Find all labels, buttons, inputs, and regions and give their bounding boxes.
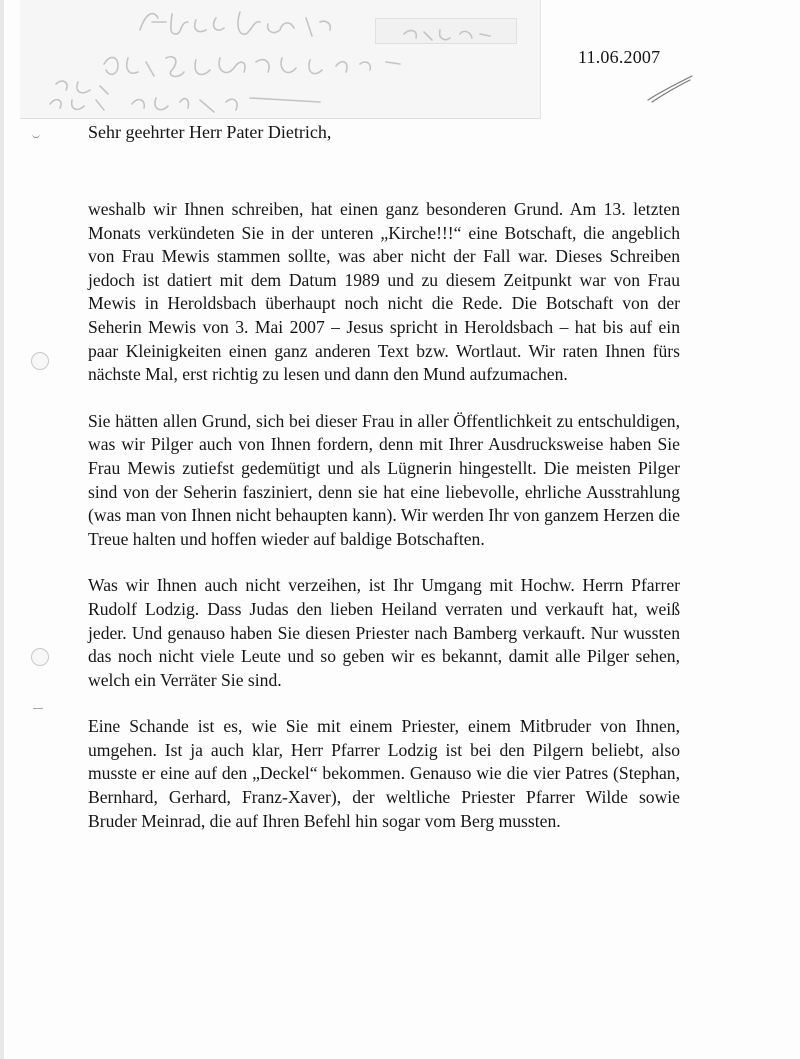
handwritten-sticky-note: [20, 0, 541, 119]
punch-hole: [31, 648, 49, 666]
margin-tick-mark: [32, 131, 40, 138]
date-pen-stroke: [646, 74, 694, 104]
scan-edge: [0, 0, 4, 1059]
letter-body: [88, 198, 680, 856]
letter-date: 11.06.2007: [578, 47, 661, 67]
paragraph: Eine Schande ist es, wie Sie mit einem Priester, einem Mitbruder von Ihnen, umgehen. Ist ja auch klar, Herr Pfarrer Lodzig ist bei den Pilgern beliebt, also musste er eine auf den „Deckel“ bekommen. Genauso wie die vier Patres (Stephan, Bernhard, Gerhard, Franz-Xaver), der weltliche Priester Pfarrer Wilde sowie Bruder Meinrad, die auf Ihren Befehl hin sogar vom Berg mussten.: [88, 716, 680, 831]
salutation: Sehr geehrter Herr Pater Dietrich,: [88, 122, 332, 142]
punch-hole: [31, 352, 49, 370]
margin-dash-mark: [33, 708, 43, 709]
handwriting-scribble: [20, 0, 540, 118]
paragraph: Sie hätten allen Grund, sich bei dieser Frau in aller Öffentlichkeit zu entschuldigen, was wir Pilger auch von Ihnen fordern, denn mit Ihrer Ausdrucksweise haben Sie Frau Mewis zutiefst gedemütigt und als Lügnerin hingestellt. Die meisten Pilger sind von der Seherin fasziniert, denn sie hat eine liebevolle, ehrliche Ausstrahlung (was man von Ihnen nicht behaupten kann). Wir werden Ihr von ganzem Herzen die Treue halten und hoffen wieder auf baldige Botschaften.: [88, 410, 680, 549]
paragraph: weshalb wir Ihnen schreiben, hat einen ganz besonderen Grund. Am 13. letzten Monats verkündeten Sie in der unteren „Kirche!!!“ eine Botschaft, die angeblich von Frau Mewis stammen sollte, was aber nicht der Fall war. Dieses Schreiben jedoch ist datiert mit dem Datum 1989 und zu diesem Zeitpunkt war von Frau Mewis in Heroldsbach überhaupt noch nicht die Rede. Die Botschaft von der Seherin Mewis von 3. Mai 2007 – Jesus spricht in Heroldsbach – hat bis auf ein paar Kleinigkeiten einen ganz anderen Text bzw. Wortlaut. Wir raten Ihnen fürs nächste Mal, erst richtig zu lesen und dann den Mund aufzumachen.: [88, 199, 680, 385]
paragraph: Was wir Ihnen auch nicht verzeihen, ist Ihr Umgang mit Hochw. Herrn Pfarrer Rudolf Lodzig. Dass Judas den lieben Heiland verraten und verkauft hat, weiß jeder. Und genauso haben Sie diesen Priester nach Bamberg verkauft. Nur wussten das noch nicht viele Leute und so geben wir es bekannt, damit alle Pilger sehen, welch ein Verräter Sie sind.: [88, 575, 680, 690]
